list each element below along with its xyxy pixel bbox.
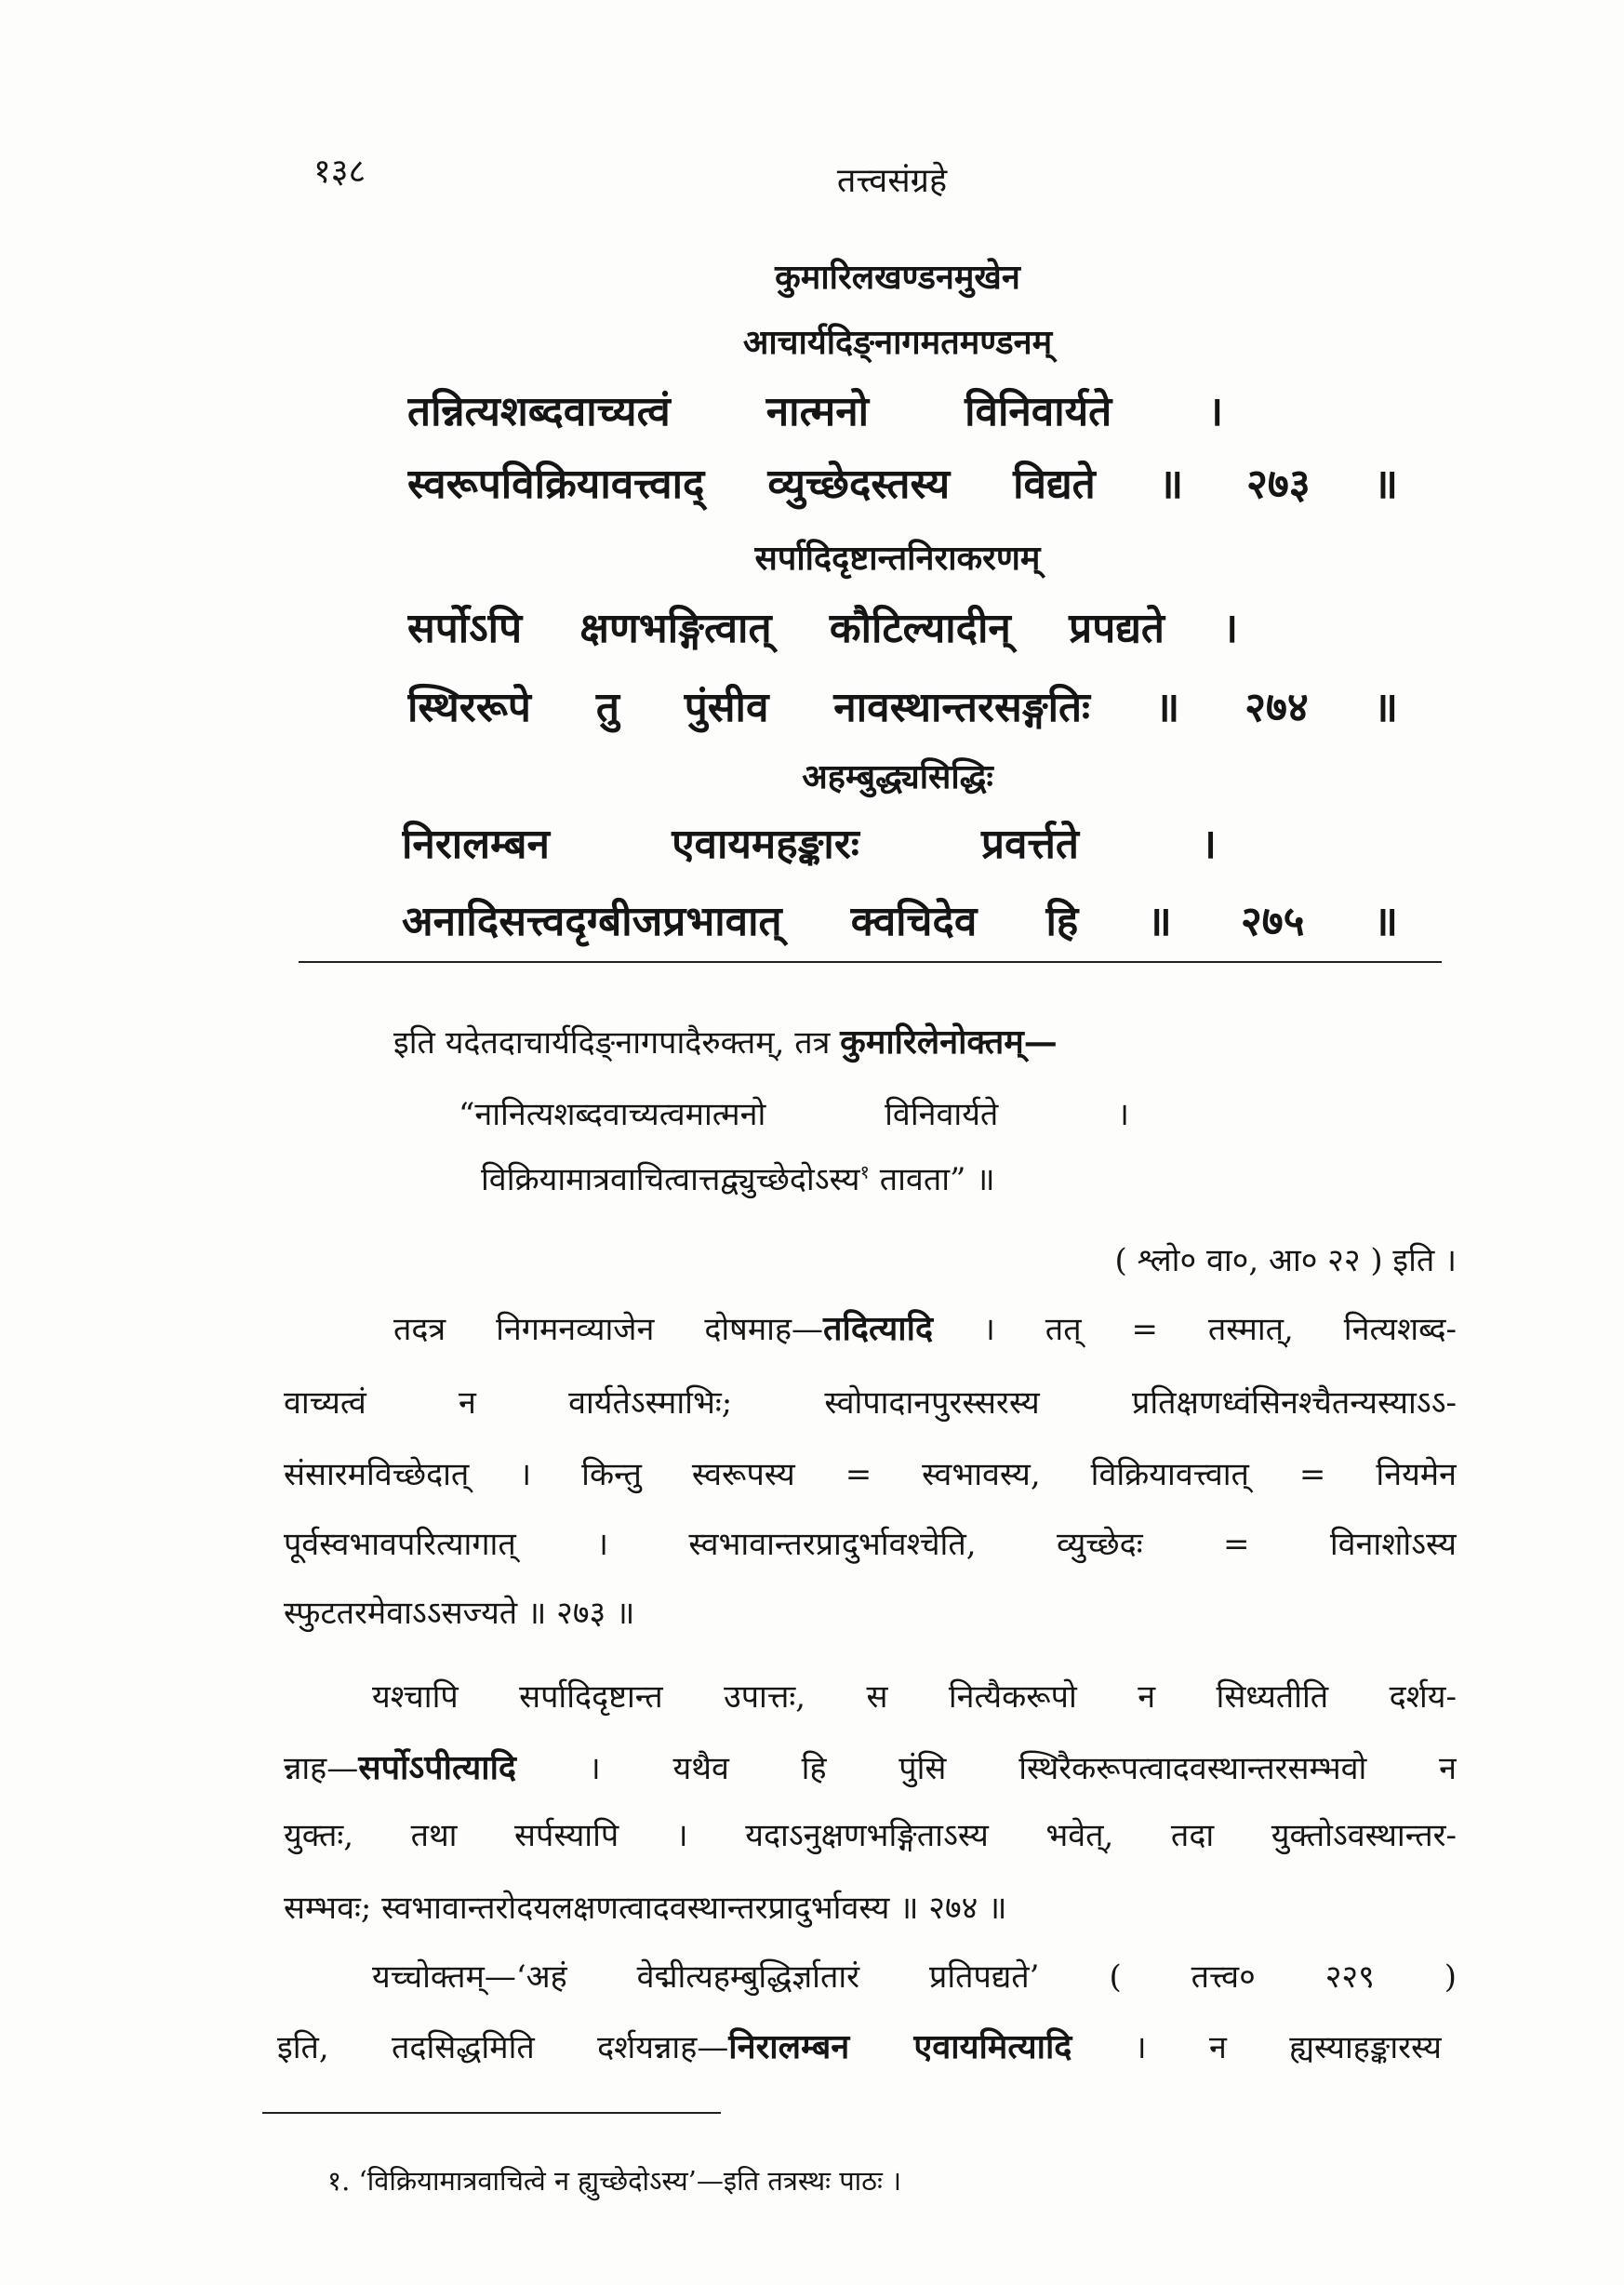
commentary-intro [393,1009,1457,1075]
verse-274-line-2: स्थिररूपे तु पुंसीव नावस्थान्तरसङ्गतिः ॥ २७४ ॥ [407,684,1398,731]
commentary-emphasis: निरालम्बन एवायमित्यादि [728,2027,1072,2066]
section-divider [299,961,1442,963]
footnote [327,2159,1444,2202]
commentary-line: सम्भवः; स्वभावान्तरोदयलक्षणत्वादवस्थान्तरप्रादुर्भावस्य ॥ २७४ ॥ [284,1890,1007,1927]
commentary-text: । तत् = तस्मात्, नित्यशब्द- [933,1311,1457,1348]
commentary-text: न्नाह— [284,1750,359,1787]
commentary-line: स्फुटतरमेवाऽऽसज्यते ॥ २७३ ॥ [284,1595,635,1632]
footnote-marker: १. [327,2165,351,2197]
commentary-line [393,1296,1457,1361]
verse-275-line-1: निरालम्बन एवायमहङ्कारः प्रवर्त्तते । [402,821,1217,868]
section-heading: अहम्बुद्ध्यसिद्धिः [802,757,993,796]
commentary-text: । न ह्यस्याहङ्कारस्य [1072,2029,1442,2066]
footnote-reference: १ [859,1160,870,1183]
quote-line-2 [481,1147,1188,1212]
commentary-line: संसारमविच्छेदात् । किन्तु स्वरूपस्य = स्वभावस्य, विक्रियावत्त्वात् = नियमेन [284,1456,1457,1493]
commentary-text: तदत्र निगमनव्याजेन दोषमाह— [393,1311,824,1348]
running-title: तत्त्वसंग्रहे [836,162,948,200]
section-heading: कुमारिलखण्डनमुखेन [775,258,1020,297]
commentary-emphasis: सर्पोऽपीत्यादि [358,1748,517,1787]
verse-273-line-2: स्वरूपविक्रियावत्त्वाद् व्युच्छेदस्तस्य विद्यते ॥ २७३ ॥ [407,461,1398,508]
footnote-divider [262,2112,721,2114]
quote-text: तावता” ॥ [869,1161,995,1198]
commentary-line: युक्तः, तथा सर्पस्यापि । यदाऽनुक्षणभङ्गिताऽस्य भवेत्, तदा युक्तोऽवस्थान्तर- [284,1817,1457,1854]
verse-274-line-1: सर्पोऽपि क्षणभङ्गित्वात् कौटिल्यादीन् प्रपद्यते । [407,605,1238,652]
commentary-text: इति, तदसिद्धमिति दर्शयन्नाह— [277,2029,729,2066]
commentary-line: वाच्यत्वं न वार्यतेऽस्माभिः; स्वोपादानपुरस्सरस्य प्रतिक्षणध्वंसिनश्चैतन्यस्याऽऽ- [284,1384,1457,1422]
page-number: १३८ [313,153,366,191]
commentary-text: । यथैव हि पुंसि स्थिरैकरूपत्वादवस्थान्तरसम्भवो न [516,1750,1457,1787]
quote-source: ( श्लो० वा०, आ० २२ ) इति । [1114,1242,1457,1279]
section-heading: आचार्यदिङ्नागमतमण्डनम् [742,323,1053,362]
quote-line-1: “नानित्यशब्दवाच्यत्वमात्मनो विनिवार्यते । [459,1096,1129,1133]
commentary-line [284,1735,1457,1800]
commentary-line: यश्चापि सर्पादिदृष्टान्त उपात्तः, स नित्यैकरूपो न सिध्यतीति दर्शय- [372,1678,1457,1716]
commentary-emphasis: तदित्यादि [823,1309,934,1348]
commentary-emphasis: कुमारिलेनोक्तम्— [840,1022,1058,1062]
footnote-text: ‘विक्रियामात्रवाचित्वे न ह्युच्छेदोऽस्य’—इति तत्रस्थः पाठः । [350,2165,902,2197]
commentary-text: इति यदेतदाचार्यदिङ्नागपादैरुक्तम्, तत्र [393,1024,841,1062]
verse-273-line-1: तन्नित्यशब्दवाच्यत्वं नात्मनो विनिवार्यते । [407,388,1223,435]
commentary-line [277,2014,1442,2079]
commentary-line: यच्चोक्तम्—‘अहं वेद्मीत्यहम्बुद्धिर्ज्ञातारं प्रतिपद्यते’ ( तत्त्व० २२९ ) [372,1958,1457,1996]
verse-275-line-2: अनादिसत्त्वदृग्बीजप्रभावात् क्वचिदेव हि ॥ २७५ ॥ [402,898,1398,945]
section-heading: सर्पादिदृष्टान्तनिराकरणम् [754,539,1041,578]
quote-text: विक्रियामात्रवाचित्वात्तद्व्युच्छेदोऽस्य [481,1161,860,1198]
commentary-line: पूर्वस्वभावपरित्यागात् । स्वभावान्तरप्रादुर्भावश्चेति, व्युच्छेदः = विनाशोऽस्य [284,1526,1457,1563]
